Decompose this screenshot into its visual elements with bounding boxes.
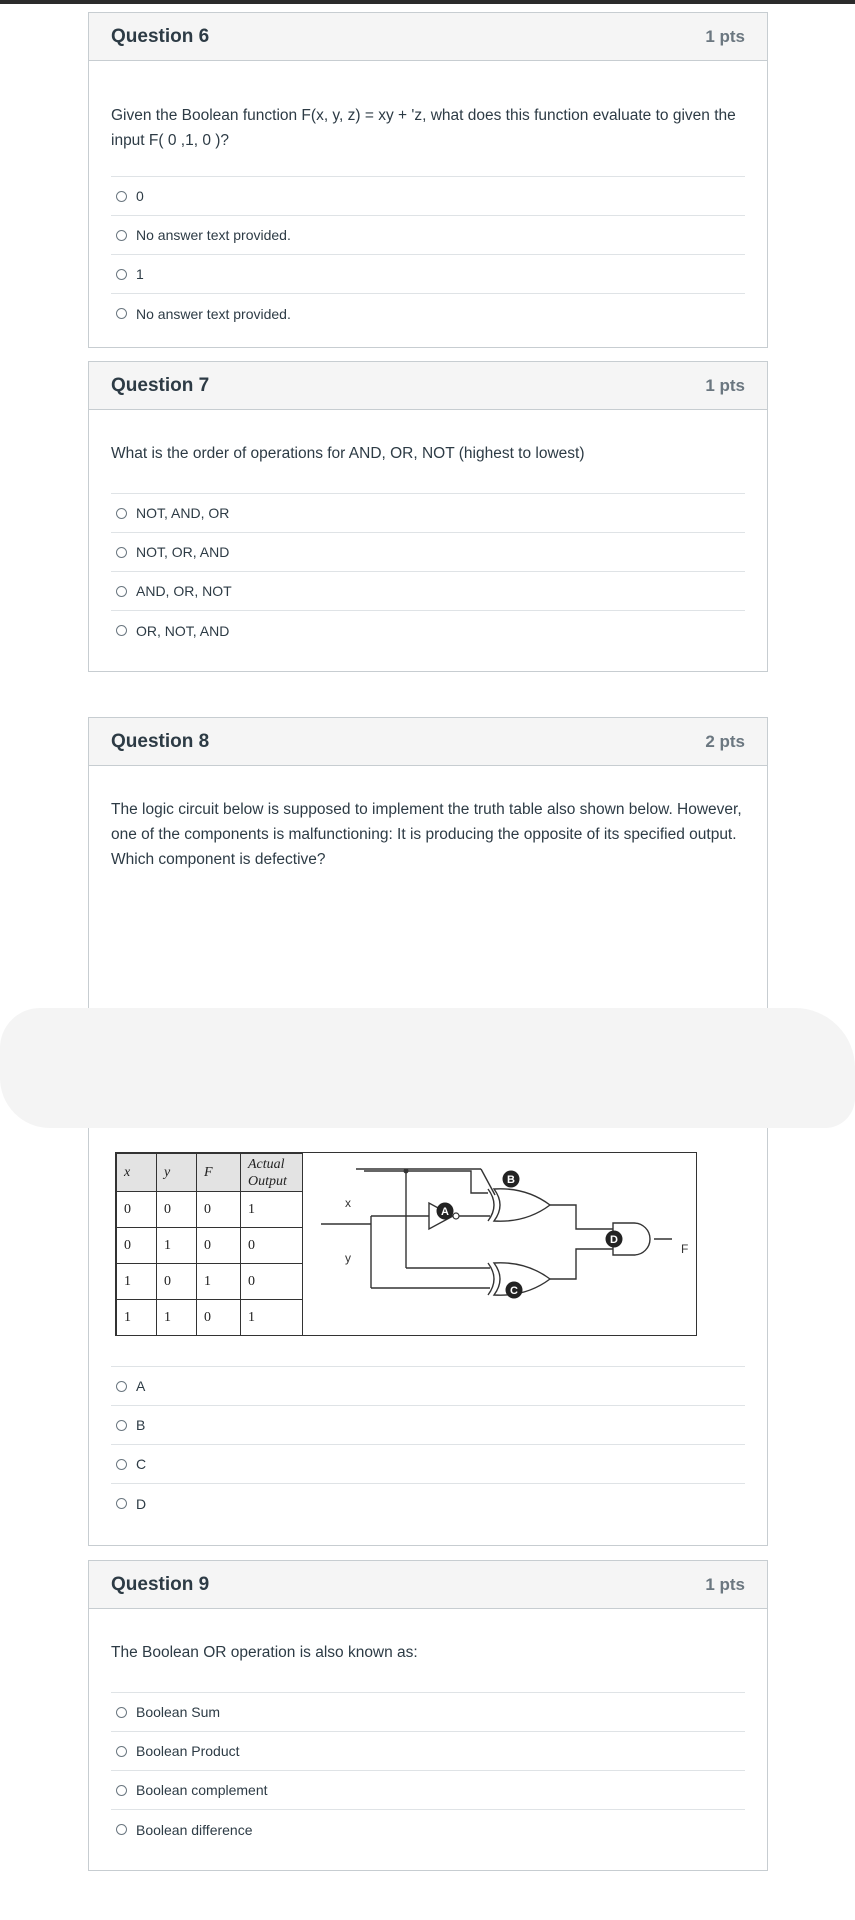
cell: 1 <box>157 1228 197 1264</box>
answer-option[interactable] <box>111 611 745 650</box>
answer-label: No answer text provided. <box>136 227 291 243</box>
question-8-card <box>88 717 768 1546</box>
cell: 0 <box>241 1264 303 1300</box>
answer-option[interactable] <box>111 177 745 216</box>
answer-label: Boolean Product <box>136 1743 240 1759</box>
radio-button[interactable] <box>116 1824 127 1835</box>
answer-label: Boolean difference <box>136 1821 253 1838</box>
answer-list <box>111 1692 745 1849</box>
answer-label: 0 <box>136 188 144 204</box>
answer-label: NOT, AND, OR <box>136 505 230 521</box>
cell: 0 <box>197 1300 241 1336</box>
cell: 1 <box>197 1264 241 1300</box>
answer-list <box>111 493 745 650</box>
answer-list <box>111 1366 745 1523</box>
question-title: Question 8 <box>111 730 210 752</box>
answer-option[interactable] <box>111 1406 745 1445</box>
cell: 1 <box>117 1264 157 1300</box>
output-label-f: F <box>681 1242 689 1256</box>
question-7-card <box>88 361 768 672</box>
question-text: What is the order of operations for AND, OR, NOT (highest to lowest) <box>111 445 585 462</box>
question-header <box>89 362 767 410</box>
answer-list <box>111 176 745 333</box>
cell: 1 <box>241 1300 303 1336</box>
question-text: The Boolean OR operation is also known as: <box>111 1644 418 1661</box>
logic-circuit <box>116 1153 698 1337</box>
answer-option[interactable] <box>111 533 745 572</box>
input-label-x: x <box>345 1196 351 1210</box>
circuit-figure <box>115 1152 697 1336</box>
radio-button[interactable] <box>116 625 127 636</box>
answer-option[interactable] <box>111 1810 745 1849</box>
answer-option[interactable] <box>111 1484 745 1523</box>
answer-option[interactable] <box>111 1445 745 1484</box>
answer-option[interactable] <box>111 216 745 255</box>
answer-label: NOT, OR, AND <box>136 544 230 560</box>
cell: 0 <box>157 1264 197 1300</box>
answer-label: A <box>136 1378 146 1394</box>
top-bar <box>0 0 855 4</box>
radio-button[interactable] <box>116 547 127 558</box>
question-6-card <box>88 12 768 348</box>
radio-button[interactable] <box>116 508 127 519</box>
question-header <box>89 1561 767 1609</box>
radio-button[interactable] <box>116 586 127 597</box>
header-x: x <box>117 1154 157 1192</box>
header-y: y <box>157 1154 197 1192</box>
answer-option[interactable] <box>111 572 745 611</box>
answer-option[interactable] <box>111 494 745 533</box>
xor-gate-b <box>488 1189 550 1221</box>
question-header <box>89 718 767 766</box>
cell: 1 <box>241 1192 303 1228</box>
radio-button[interactable] <box>116 230 127 241</box>
question-text: The logic circuit below is supposed to implement the truth table also shown below. However, one of the components is malfunctioning: It is producing the opposite of its specified output. Which component is defective? <box>111 801 742 868</box>
gate-label-d: D <box>610 1234 618 1246</box>
question-text: Given the Boolean function F(x, y, z) = xy + 'z, what does this function evaluate to given the input F( 0 ,1, 0 )? <box>111 107 736 149</box>
cell: 0 <box>157 1192 197 1228</box>
radio-button[interactable] <box>116 1381 127 1392</box>
cell: 0 <box>241 1228 303 1264</box>
cell: 0 <box>197 1192 241 1228</box>
answer-option[interactable] <box>111 1732 745 1771</box>
cell: 0 <box>117 1228 157 1264</box>
radio-button[interactable] <box>116 1746 127 1757</box>
answer-option[interactable] <box>111 294 745 333</box>
scan-smudge <box>0 1008 855 1128</box>
radio-button[interactable] <box>116 1498 127 1509</box>
question-points: 2 pts <box>705 731 745 751</box>
answer-label: D <box>136 1495 147 1512</box>
question-points: 1 pts <box>705 1574 745 1594</box>
answer-label: AND, OR, NOT <box>136 583 232 599</box>
radio-button[interactable] <box>116 191 127 202</box>
answer-label: Boolean Sum <box>136 1704 221 1720</box>
radio-button[interactable] <box>116 308 127 319</box>
answer-label: OR, NOT, AND <box>136 622 230 639</box>
radio-button[interactable] <box>116 1459 127 1470</box>
gate-label-c: C <box>510 1285 518 1297</box>
answer-label: C <box>136 1456 147 1472</box>
cell: 0 <box>197 1228 241 1264</box>
question-title: Question 9 <box>111 1573 210 1595</box>
answer-option[interactable] <box>111 255 745 294</box>
radio-button[interactable] <box>116 269 127 280</box>
question-points: 1 pts <box>705 26 745 46</box>
radio-button[interactable] <box>116 1707 127 1718</box>
cell: 1 <box>117 1300 157 1336</box>
answer-option[interactable] <box>111 1367 745 1406</box>
gate-label-a: A <box>441 1206 449 1218</box>
question-9-card <box>88 1560 768 1871</box>
question-header <box>89 13 767 61</box>
header-f: F <box>197 1154 241 1192</box>
radio-button[interactable] <box>116 1785 127 1796</box>
answer-label: Boolean complement <box>136 1782 268 1798</box>
answer-option[interactable] <box>111 1693 745 1732</box>
radio-button[interactable] <box>116 1420 127 1431</box>
answer-option[interactable] <box>111 1771 745 1810</box>
question-title: Question 7 <box>111 374 210 396</box>
input-label-y: y <box>345 1251 351 1265</box>
answer-label: 1 <box>136 266 144 282</box>
answer-label: No answer text provided. <box>136 305 291 322</box>
cell: 1 <box>157 1300 197 1336</box>
gate-label-b: B <box>507 1174 515 1186</box>
header-actual-output: Actual Output <box>241 1154 303 1192</box>
question-points: 1 pts <box>705 375 745 395</box>
answer-label: B <box>136 1417 146 1433</box>
question-title: Question 6 <box>111 25 210 47</box>
cell: 0 <box>117 1192 157 1228</box>
